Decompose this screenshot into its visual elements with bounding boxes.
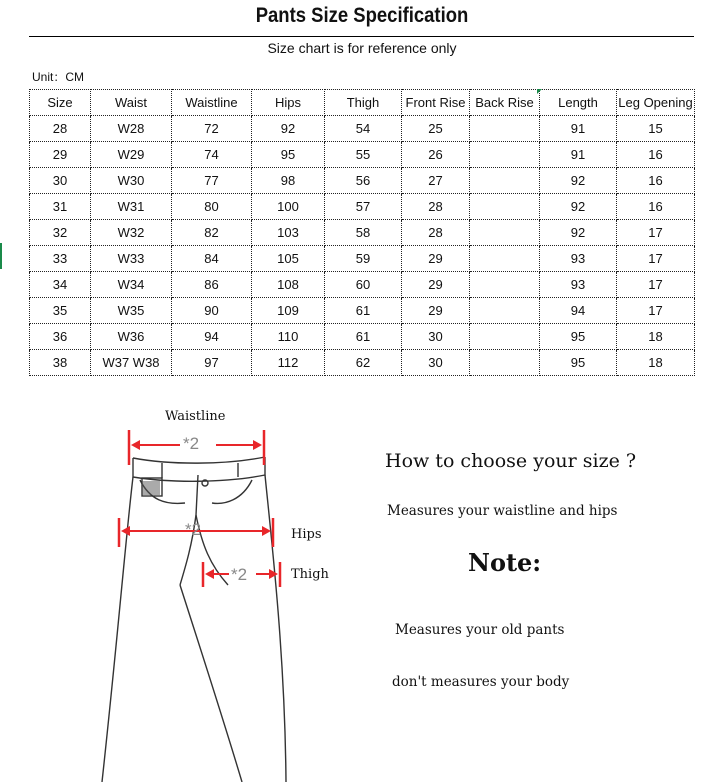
table-row — [30, 116, 695, 142]
table-cell: 110 — [252, 324, 325, 350]
table-cell: 91 — [540, 116, 617, 142]
column-header: Length — [540, 90, 617, 116]
table-row — [30, 350, 695, 376]
guide-line-3: don't measures your body — [392, 674, 570, 690]
table-cell: 28 — [30, 116, 91, 142]
table-cell: 95 — [252, 142, 325, 168]
table-header-row — [30, 90, 695, 116]
table-cell — [470, 350, 540, 376]
table-cell: 93 — [540, 246, 617, 272]
table-cell: 16 — [617, 168, 695, 194]
table-cell — [470, 298, 540, 324]
table-cell: 27 — [402, 168, 470, 194]
table-cell — [470, 324, 540, 350]
table-cell: 33 — [30, 246, 91, 272]
table-cell — [470, 272, 540, 298]
table-cell: 92 — [540, 168, 617, 194]
table-cell: 82 — [172, 220, 252, 246]
table-row — [30, 298, 695, 324]
table-cell: 26 — [402, 142, 470, 168]
column-header: Front Rise — [402, 90, 470, 116]
table-cell: 77 — [172, 168, 252, 194]
table-cell: 97 — [172, 350, 252, 376]
table-cell — [470, 116, 540, 142]
table-row — [30, 324, 695, 350]
table-cell: 92 — [540, 194, 617, 220]
edge-marker — [0, 243, 2, 269]
table-cell: W28 — [91, 116, 172, 142]
guide-line-1: Measures your waistline and hips — [387, 503, 618, 519]
table-cell: 108 — [252, 272, 325, 298]
guide-line-2: Measures your old pants — [395, 622, 565, 638]
table-cell — [470, 194, 540, 220]
table-cell: 90 — [172, 298, 252, 324]
table-cell: 92 — [252, 116, 325, 142]
hips-label: Hips — [291, 527, 322, 542]
table-row — [30, 272, 695, 298]
table-cell: 17 — [617, 220, 695, 246]
table-cell: 93 — [540, 272, 617, 298]
thigh-label: Thigh — [291, 567, 329, 582]
table-cell: 61 — [325, 298, 402, 324]
table-cell: 18 — [617, 350, 695, 376]
hips-multiplier: *2 — [185, 520, 202, 539]
table-cell: 58 — [325, 220, 402, 246]
waistline-label: Waistline — [165, 409, 226, 424]
table-cell: 109 — [252, 298, 325, 324]
table-cell: 31 — [30, 194, 91, 220]
table-cell: 94 — [540, 298, 617, 324]
thigh-multiplier: *2 — [231, 565, 248, 584]
table-cell: 84 — [172, 246, 252, 272]
table-cell: 30 — [402, 350, 470, 376]
table-cell: W29 — [91, 142, 172, 168]
table-cell — [470, 142, 540, 168]
table-cell: 30 — [30, 168, 91, 194]
pants-outline-icon — [102, 457, 286, 782]
column-header: Leg Opening — [617, 90, 695, 116]
table-cell: 18 — [617, 324, 695, 350]
table-cell: 54 — [325, 116, 402, 142]
table-cell: 112 — [252, 350, 325, 376]
table-cell: 94 — [172, 324, 252, 350]
table-cell: 17 — [617, 246, 695, 272]
title-divider — [29, 36, 694, 37]
table-cell: 72 — [172, 116, 252, 142]
column-header: Waist — [91, 90, 172, 116]
table-row — [30, 168, 695, 194]
table-cell: W36 — [91, 324, 172, 350]
table-cell: 34 — [30, 272, 91, 298]
table-cell: 29 — [402, 298, 470, 324]
table-row — [30, 194, 695, 220]
table-cell: 100 — [252, 194, 325, 220]
page-title: Pants Size Specification — [255, 4, 469, 27]
column-header: Hips — [252, 90, 325, 116]
table-cell: 16 — [617, 142, 695, 168]
table-cell — [470, 168, 540, 194]
table-cell: W30 — [91, 168, 172, 194]
table-cell: 29 — [402, 272, 470, 298]
table-cell: 38 — [30, 350, 91, 376]
table-row — [30, 220, 695, 246]
column-header: Thigh — [325, 90, 402, 116]
pocket-patch-icon — [142, 481, 160, 495]
column-header: Back Rise — [470, 90, 540, 116]
guide-heading: How to choose your size ? — [385, 450, 637, 472]
subtitle: Size chart is for reference only — [267, 40, 457, 56]
table-cell: 17 — [617, 272, 695, 298]
table-cell: 29 — [30, 142, 91, 168]
table-cell: W35 — [91, 298, 172, 324]
table-cell: 28 — [402, 194, 470, 220]
table-cell: 16 — [617, 194, 695, 220]
table-cell: 62 — [325, 350, 402, 376]
waistline-multiplier: *2 — [183, 434, 200, 453]
table-cell: 15 — [617, 116, 695, 142]
table-cell: 36 — [30, 324, 91, 350]
column-header: Waistline — [172, 90, 252, 116]
table-cell: 105 — [252, 246, 325, 272]
table-cell: 55 — [325, 142, 402, 168]
table-cell: 59 — [325, 246, 402, 272]
table-cell: 60 — [325, 272, 402, 298]
table-cell: W37 W38 — [91, 350, 172, 376]
table-cell: 32 — [30, 220, 91, 246]
table-cell: 56 — [325, 168, 402, 194]
table-cell: W31 — [91, 194, 172, 220]
table-cell: W32 — [91, 220, 172, 246]
table-cell: 86 — [172, 272, 252, 298]
table-cell: W33 — [91, 246, 172, 272]
note-heading: Note: — [468, 548, 542, 577]
table-cell: 80 — [172, 194, 252, 220]
table-row — [30, 142, 695, 168]
table-cell: 95 — [540, 350, 617, 376]
column-header: Size — [30, 90, 91, 116]
table-cell: 57 — [325, 194, 402, 220]
table-cell: 92 — [540, 220, 617, 246]
table-cell: 91 — [540, 142, 617, 168]
table-row — [30, 246, 695, 272]
table-cell: 98 — [252, 168, 325, 194]
table-cell: 35 — [30, 298, 91, 324]
table-cell: 25 — [402, 116, 470, 142]
table-cell: 74 — [172, 142, 252, 168]
table-cell — [470, 220, 540, 246]
table-cell: 17 — [617, 298, 695, 324]
table-cell — [470, 246, 540, 272]
unit-label: Unit：CM — [32, 70, 85, 84]
table-cell: 29 — [402, 246, 470, 272]
table-cell: 61 — [325, 324, 402, 350]
table-cell: W34 — [91, 272, 172, 298]
pants-diagram — [0, 395, 340, 782]
table-cell: 95 — [540, 324, 617, 350]
table-cell: 30 — [402, 324, 470, 350]
size-table — [29, 89, 695, 376]
table-cell: 28 — [402, 220, 470, 246]
comment-marker — [537, 89, 542, 94]
table-cell: 103 — [252, 220, 325, 246]
